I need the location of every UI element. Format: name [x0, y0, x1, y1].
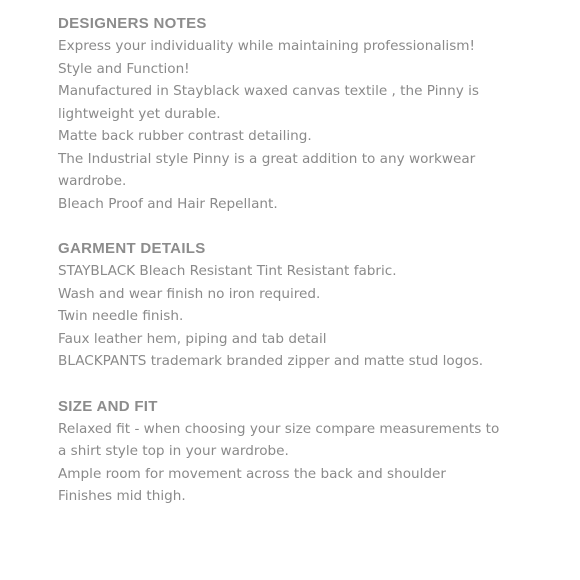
garment-details-section — [58, 237, 558, 373]
text-line: a shirt style top in your wardrobe. — [58, 443, 289, 459]
product-description — [58, 12, 558, 530]
text-line: Twin needle finish. — [58, 308, 184, 324]
section-heading: GARMENT DETAILS — [58, 240, 206, 257]
text-line: The Industrial style Pinny is a great addition to any workwear — [58, 150, 476, 167]
text-line: Ample room for movement across the back and shoulder — [58, 465, 447, 482]
text-line: BLACKPANTS trademark branded zipper and matte stud logos. — [58, 353, 484, 369]
text-line: Express your individuality while maintaining professionalism! — [58, 38, 475, 54]
text-line: Relaxed fit - when choosing your size compare measurements to — [58, 420, 500, 437]
text-line: Style and Function! — [58, 60, 190, 77]
text-line: Wash and wear finish no iron required. — [58, 285, 321, 302]
text-line: lightweight yet durable. — [58, 105, 221, 122]
section-heading: DESIGNERS NOTES — [58, 15, 207, 32]
section-heading: SIZE AND FIT — [58, 397, 158, 415]
size-and-fit-section — [58, 395, 558, 508]
text-line: Bleach Proof and Hair Repellant. — [58, 195, 278, 212]
text-line: Finishes mid thigh. — [58, 488, 186, 504]
text-line: STAYBLACK Bleach Resistant Tint Resistant fabric. — [58, 263, 397, 279]
text-line: Faux leather hem, piping and tab detail — [58, 330, 327, 347]
text-line: Matte back rubber contrast detailing. — [58, 128, 312, 144]
designers-notes-section — [58, 12, 558, 215]
text-line: wardrobe. — [58, 173, 127, 189]
text-line: Manufactured in Stayblack waxed canvas textile , the Pinny is — [58, 83, 479, 99]
